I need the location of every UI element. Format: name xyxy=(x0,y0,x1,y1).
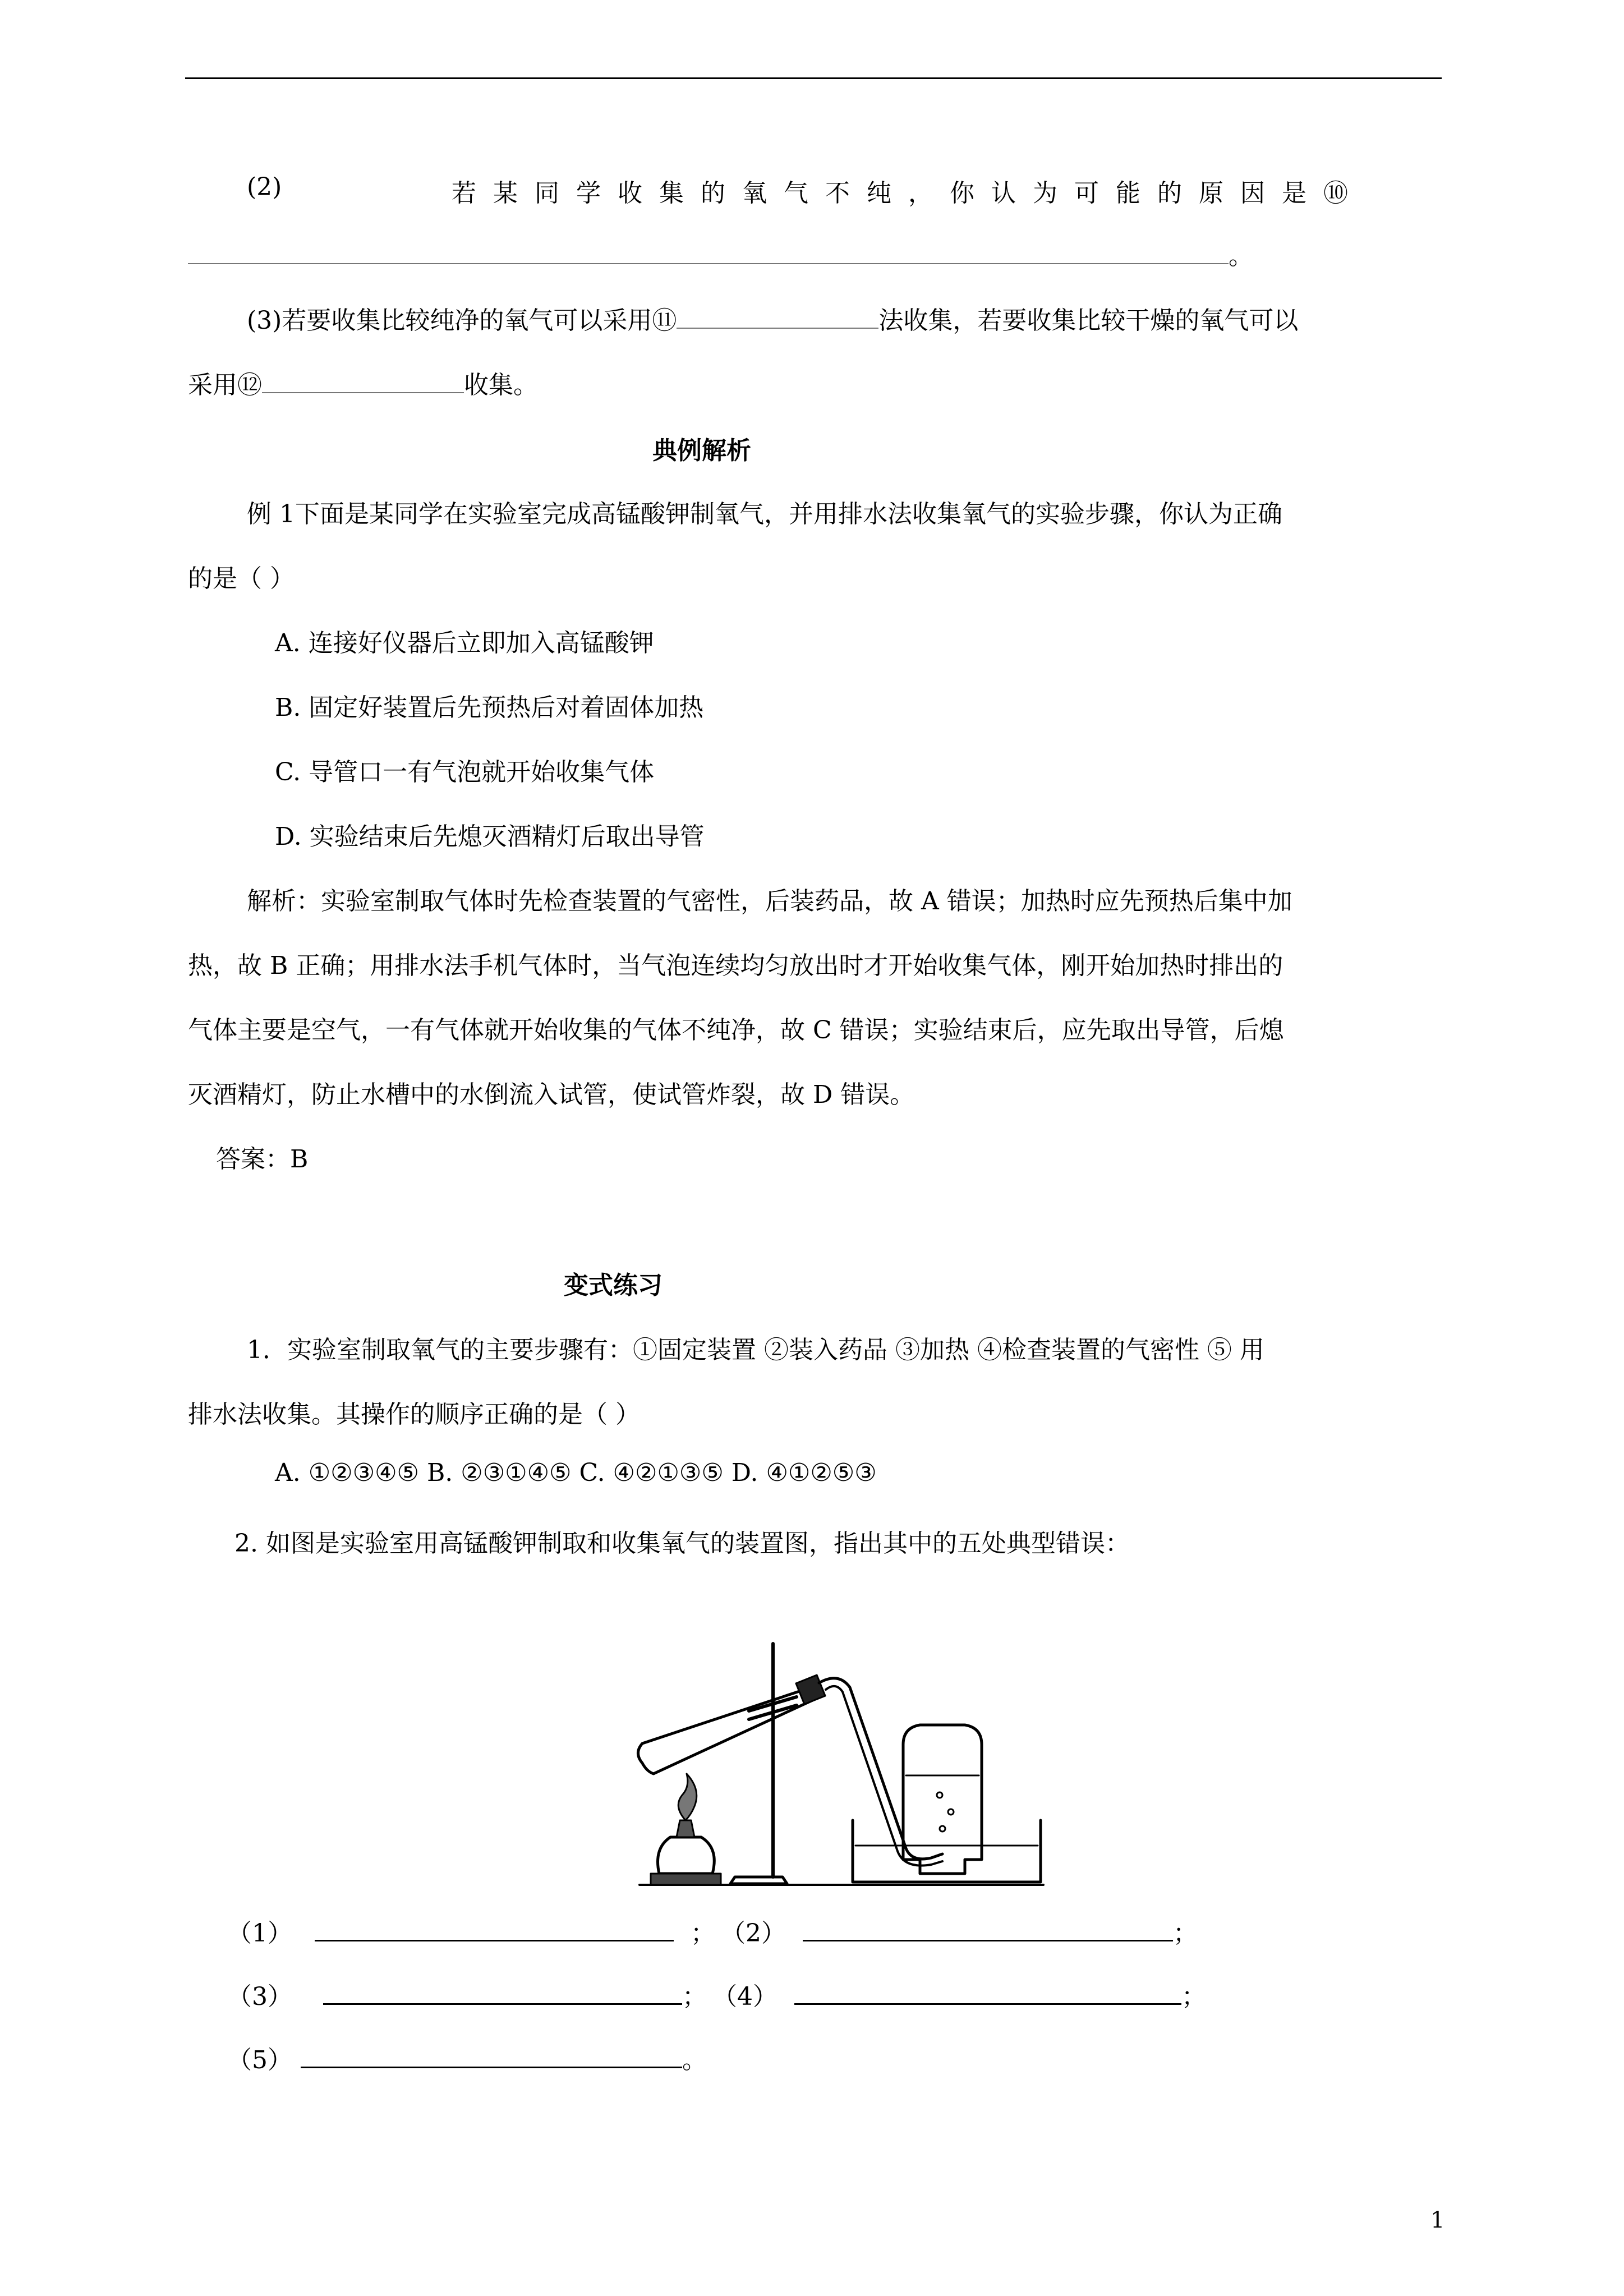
example-stem-line1: 例 1下面是某同学在实验室完成高锰酸钾制氧气，并用排水法收集氧气的实验步骤，你认为正确 xyxy=(247,500,1282,528)
page-number: 1 xyxy=(1430,2207,1445,2233)
example-answer: 答案：B xyxy=(216,1145,309,1174)
blank-label-3: （3） xyxy=(227,1982,292,2011)
blank-end-4: ； xyxy=(1181,1982,1206,2011)
q3-line2 xyxy=(188,365,538,401)
example-stem-line2: 的是（ ） xyxy=(188,564,295,593)
blank-end-3: ； xyxy=(682,1982,707,2011)
oxygen-apparatus-figure xyxy=(628,1627,1055,1896)
blank-label-1: （1） xyxy=(227,1919,292,1948)
analysis-line4: 灭酒精灯，防止水槽中的水倒流入试管，使试管炸裂，故 D 错误。 xyxy=(188,1080,915,1109)
analysis-line3: 气体主要是空气，一有气体就开始收集的气体不纯净，故 C 错误；实验结束后，应先取出导管，后熄 xyxy=(188,1016,1284,1045)
example-option-c: C. 导管口一有气泡就开始收集气体 xyxy=(275,758,655,786)
blank-label-2: （2） xyxy=(721,1919,786,1948)
analysis-line2: 热，故 B 正确；用排水法手机气体时，当气泡连续均匀放出时才开始收集气体，刚开始加热时排出的 xyxy=(188,951,1283,980)
blank-row-2 xyxy=(227,1976,1206,2012)
practice-heading: 变式练习 xyxy=(564,1271,663,1300)
header-rule xyxy=(185,77,1442,79)
answer-blank-3[interactable] xyxy=(323,1999,682,2005)
practice-q1-line1: 1．实验室制取氧气的主要步骤有：①固定装置 ②装入药品 ③加热 ④检查装置的气密性 ⑤ 用 xyxy=(247,1336,1264,1364)
practice-q1-options: A. ①②③④⑤ B. ②③①④⑤ C. ④②①③⑤ D. ④①②⑤③ xyxy=(275,1458,877,1487)
answer-blank-2[interactable] xyxy=(803,1935,1173,1941)
q2-text: 若某同学收集的氧气不纯，你认为可能的原因是⑩ xyxy=(452,179,1365,208)
answer-blank-5[interactable] xyxy=(301,2062,682,2068)
blank-label-5: （5） xyxy=(227,2046,292,2074)
q3-line2-pre: 采用⑫ xyxy=(188,371,262,399)
q3-line2-post: 收集。 xyxy=(464,371,538,399)
blank-end-2: ； xyxy=(1173,1919,1198,1948)
example-option-d: D. 实验结束后先熄灭酒精灯后取出导管 xyxy=(275,822,705,851)
example-heading: 典例解析 xyxy=(652,436,751,465)
blank-row-3 xyxy=(227,2040,707,2076)
q2-tail: 。 xyxy=(1229,242,1253,270)
answer-blank-4[interactable] xyxy=(794,1999,1181,2005)
q3-blank-11[interactable] xyxy=(677,323,878,329)
blank-row-1 xyxy=(227,1913,1198,1949)
q2-blank[interactable] xyxy=(188,259,1229,264)
q2-answer-line xyxy=(188,236,1253,272)
example-option-a: A. 连接好仪器后立即加入高锰酸钾 xyxy=(275,629,654,657)
blank-label-4: （4） xyxy=(712,1982,778,2011)
blank-end-1: ； xyxy=(691,1919,715,1948)
q3-pre: (3)若要收集比较纯净的氧气可以采用⑪ xyxy=(247,306,677,335)
q3-mid: 法收集，若要收集比较干燥的氧气可以 xyxy=(878,306,1299,335)
q2-number: (2) xyxy=(247,173,282,201)
practice-q2-stem: 2. 如图是实验室用高锰酸钾制取和收集氧气的装置图，指出其中的五处典型错误： xyxy=(234,1529,1130,1558)
practice-q1-line2: 排水法收集。其操作的顺序正确的是（ ） xyxy=(188,1400,640,1429)
answer-blank-1[interactable] xyxy=(315,1935,674,1941)
blank-end-5: 。 xyxy=(682,2046,707,2074)
q3-line1 xyxy=(247,300,1298,336)
analysis-line1: 解析：实验室制取气体时先检查装置的气密性，后装药品，故 A 错误；加热时应先预热后集中加 xyxy=(247,887,1292,915)
q3-blank-12[interactable] xyxy=(262,388,464,393)
example-option-b: B. 固定好装置后先预热后对着固体加热 xyxy=(275,693,704,722)
